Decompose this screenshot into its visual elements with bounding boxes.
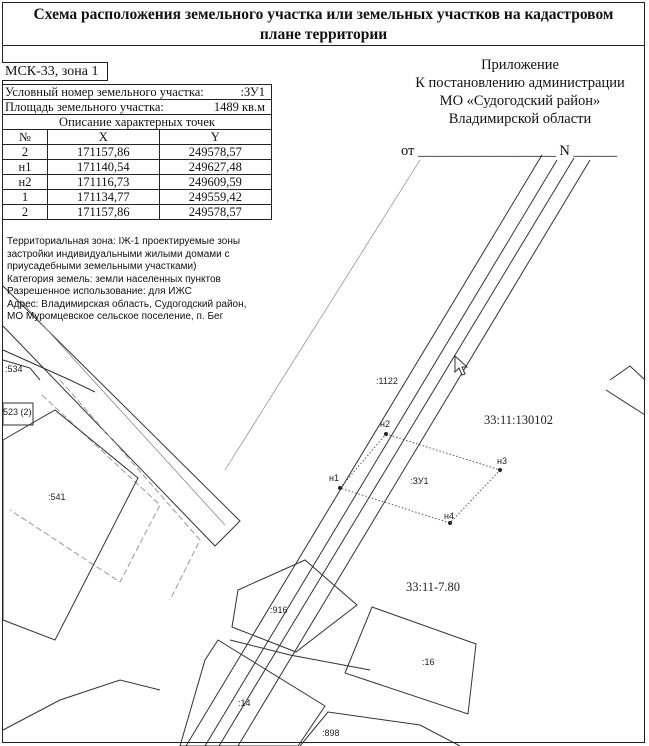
point-no: 1 xyxy=(3,190,48,205)
appendix-line: Приложение xyxy=(481,57,559,73)
point-y: 249627,48 xyxy=(159,160,271,175)
point-y: 249559,42 xyxy=(159,190,271,205)
points-caption: Описание характерных точек xyxy=(3,115,272,130)
page-title xyxy=(2,2,645,46)
title-line-1: Схема расположения земельного участка или земельных участков на кадастровом xyxy=(33,6,614,23)
label-parcel-541: :541 xyxy=(48,492,66,502)
appendix-block xyxy=(395,56,645,160)
points-table xyxy=(2,84,272,220)
note-line: Территориальная зона: IЖ-1 проектируемые зоны xyxy=(7,236,241,247)
appendix-line: К постановлению администрации xyxy=(415,75,625,91)
label-parcel-16: :16 xyxy=(422,657,435,667)
header-y: Y xyxy=(159,130,271,145)
point-y: 249578,57 xyxy=(159,205,271,220)
appendix-line: Владимирской области xyxy=(448,111,592,127)
note-line: застройки индивидуальными жилыми домами с xyxy=(7,248,230,260)
point-x: 171134,77 xyxy=(48,190,160,205)
area-row xyxy=(3,100,272,115)
point-x: 171140,54 xyxy=(48,160,160,175)
point-no: н2 xyxy=(3,175,48,190)
area-value: 1489 кв.м xyxy=(213,100,265,114)
parcel-number-row xyxy=(3,85,272,100)
note-line: Категория земель: земли населенных пунктов xyxy=(7,273,221,285)
area-label: Площадь земельного участка: xyxy=(5,100,164,114)
table-row xyxy=(3,145,272,160)
title-line-2: плане территории xyxy=(259,26,388,43)
label-point-n3: н3 xyxy=(497,456,507,466)
table-row xyxy=(3,160,272,175)
table-row xyxy=(3,190,272,205)
point-y: 249578,57 xyxy=(159,145,271,160)
note-line: приусадебными земельными участками) xyxy=(7,261,197,272)
point-x: 171116,73 xyxy=(48,175,160,190)
label-parcel-1122: :1122 xyxy=(376,376,398,386)
label-point-n1: н1 xyxy=(329,473,339,483)
header-no: № xyxy=(3,130,48,145)
label-point-n2: н2 xyxy=(380,419,390,429)
point-x: 171157,86 xyxy=(48,205,160,220)
note-line: Адрес: Владимирская область, Судогодский район, xyxy=(7,298,247,310)
point-no: н1 xyxy=(3,160,48,175)
coordinate-system: МСК-33, зона 1 xyxy=(2,62,108,81)
header-x: X xyxy=(48,130,160,145)
label-parcel-14: :14 xyxy=(238,698,251,708)
label-parcel-534: :534 xyxy=(5,364,23,374)
table-row xyxy=(3,205,272,220)
parcel-number-value: :ЗУ1 xyxy=(240,85,265,99)
table-row xyxy=(3,175,272,190)
point-no: 2 xyxy=(3,145,48,160)
appendix-line: МО «Судогодский район» xyxy=(439,93,601,109)
point-no: 2 xyxy=(3,205,48,220)
label-point-n4: н4 xyxy=(444,511,454,521)
label-new-parcel: :ЗУ1 xyxy=(410,476,429,486)
label-zone: 33:11-7.80 xyxy=(406,580,461,594)
point-y: 249609,59 xyxy=(159,175,271,190)
appendix-date-line: от ___________________ N ______ xyxy=(401,143,617,159)
parcel-notes xyxy=(7,236,272,324)
note-line: МО Муромцевское сельское поселение, п. Бег xyxy=(7,311,224,322)
label-quarter: 33:11:130102 xyxy=(484,413,553,427)
note-line: Разрешенное использование: для ИЖС xyxy=(7,286,192,297)
label-parcel-523: 523 (2) xyxy=(3,407,32,417)
label-parcel-898: :898 xyxy=(322,728,340,738)
label-parcel-916: :916 xyxy=(270,605,288,615)
parcel-number-label: Условный номер земельного участка: xyxy=(5,85,204,99)
point-x: 171157,86 xyxy=(48,145,160,160)
